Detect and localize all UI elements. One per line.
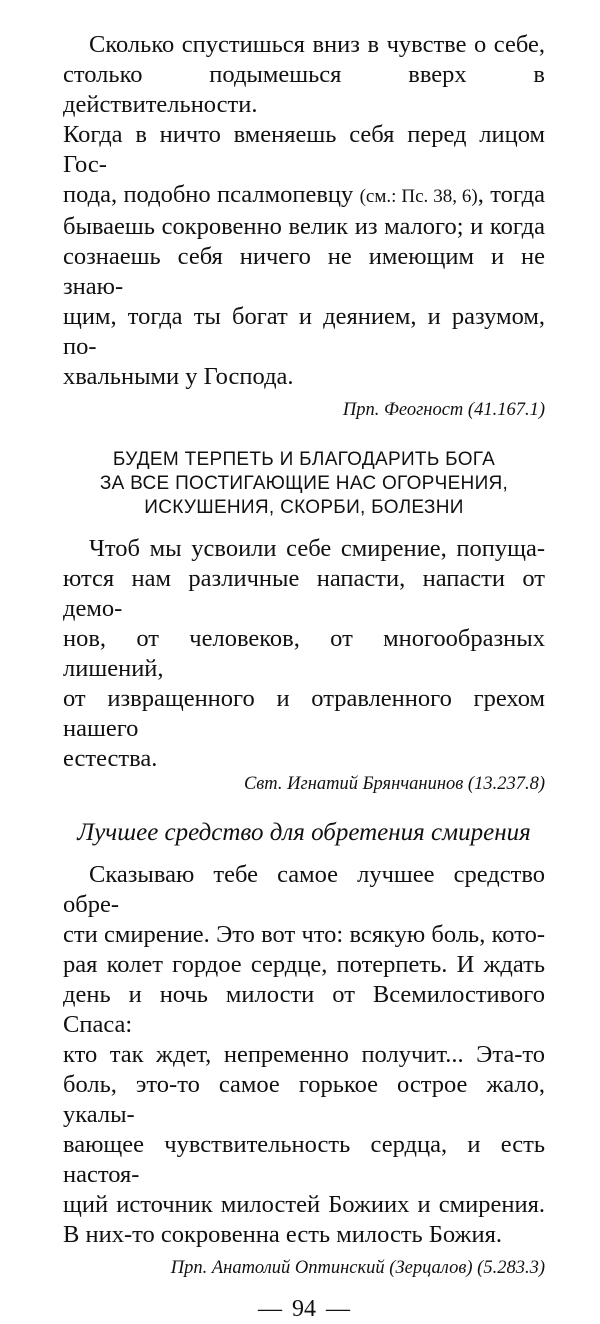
page-number-dash: —: [258, 1296, 282, 1322]
text-line: щий источник милостей Божиих и смирения.: [63, 1191, 545, 1218]
heading-line: БУДЕМ ТЕРПЕТЬ И БЛАГОДАРИТЬ БОГА: [112, 449, 496, 470]
book-page: [63, 30, 545, 1324]
text-line: вающее чувствительность сердца, и есть настоя-: [63, 1131, 545, 1188]
text-line: щим, тогда ты богат и деянием, и разумом, по-: [63, 303, 545, 360]
text-line: Сколько спустишься вниз в чувстве о себе,: [89, 31, 545, 58]
text-line: рая колет гордое сердце, потерпеть. И ждать: [63, 951, 545, 978]
page-number-dash: —: [326, 1296, 350, 1322]
text-fragment: , тогда: [477, 181, 545, 208]
page-number: [63, 1294, 545, 1324]
heading-line: ИСКУШЕНИЯ, СКОРБИ, БОЛЕЗНИ: [144, 497, 464, 518]
text-line: Сказываю тебе самое лучшее средство обре-: [63, 861, 545, 918]
text-line: хвальными у Господа.: [63, 363, 294, 390]
text-line: ются нам различные напасти, напасти от демо-: [63, 565, 545, 622]
section-heading-caps: [63, 448, 545, 520]
page-number-value: 94: [292, 1296, 316, 1322]
text-line-with-reference: [63, 180, 545, 212]
text-line: боль, это-то самое горькое острое жало, укалы-: [63, 1071, 545, 1128]
paragraph-trials-ignatius: [63, 534, 545, 774]
text-line: естества.: [63, 745, 158, 772]
text-line: день и ночь милости от Всемилостивого Спаса:: [63, 981, 545, 1038]
scripture-reference: (см.: Пс. 38, 6): [359, 186, 478, 207]
paragraph-best-means-anatoly: [63, 860, 545, 1250]
text-line: нов, от человеков, от многообразных лишений,: [63, 625, 545, 682]
text-line: сти смирение. Это вот что: всякую боль, кото-: [63, 921, 545, 948]
section-heading-italic: Лучшее средство для обретения смирения: [77, 819, 531, 846]
source-citation: Прп. Анатолий Оптинский (Зерцалов) (5.283.3): [170, 1258, 545, 1278]
text-line: бываешь сокровенно велик из малого; и когда: [63, 213, 545, 240]
source-citation: Прп. Феогност (41.167.1): [342, 400, 545, 420]
paragraph-humility-feognost: [63, 30, 545, 392]
heading-line: ЗА ВСЕ ПОСТИГАЮЩИЕ НАС ОГОРЧЕНИЯ,: [99, 473, 509, 494]
text-line: сознаешь себя ничего не имеющим и не знаю-: [63, 243, 545, 300]
text-fragment: пода, подобно псалмопевцу: [63, 181, 354, 208]
text-line: кто так ждет, непременно получит... Эта-то: [63, 1041, 545, 1068]
source-citation: Свт. Игнатий Брянчанинов (13.237.8): [243, 774, 545, 794]
text-line: Когда в ничто вменяешь себя перед лицом Гос-: [63, 121, 545, 178]
text-line: Чтоб мы усвоили себе смирение, попуща-: [89, 535, 545, 562]
text-line: столько подымешься вверх в действительности.: [63, 61, 545, 118]
text-line: В них-то сокровенна есть милость Божия.: [63, 1221, 502, 1248]
text-line: от извращенного и отравленного грехом нашего: [63, 685, 545, 742]
